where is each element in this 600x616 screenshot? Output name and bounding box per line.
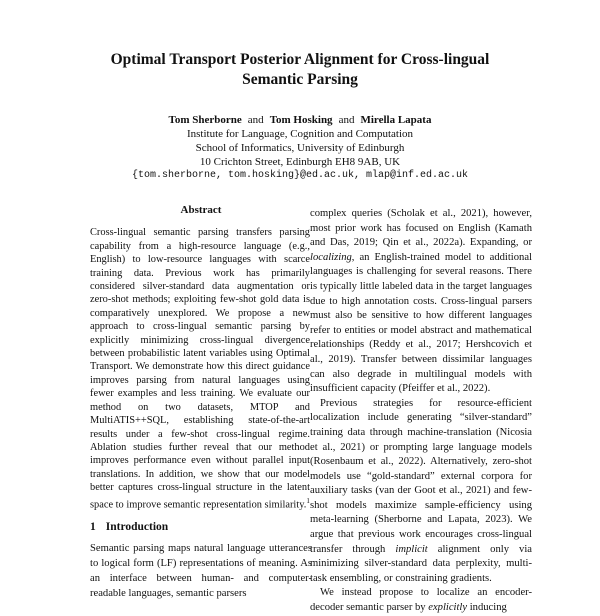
para2-text-a: Previous strategies for resource-efficient localization include generating “silver-standard” training data through machine-translation (Nicosia et al., 2021) or prompting large language models (Rosenbaum et al., 2022). Alternatively, zero-shot models use “gold-standard” external corpora for auxiliary tasks (van der Goot et al., 2021) and few-shot models maximize sample-efficiency using meta-learning (Sherborne and Lapata, 2023). We argue that previous work encourages cross-lingual transfer through [310,397,532,555]
para3-text-b: inducing [467,602,507,614]
author-sep-1: and [247,114,264,126]
author-sep-2: and [338,114,355,126]
author-3: Mirella Lapata [360,114,432,126]
section-number: 1 [90,521,96,534]
para2-emphasis: implicit [395,543,428,555]
author-names [0,113,600,127]
footnote-marker: 1 [306,496,310,505]
left-column [90,204,312,601]
para1-text-a: complex queries (Scholak et al., 2021), however, most prior work has focused on English (Kamath and Das, 2019; Qin et al., 2022a). Expanding, or [310,208,532,249]
para1-text-b: , an English-trained model to additional languages is challenging for several reasons. There is typically little labeled data in the target languages due to high annotation costs. Cross-lingual parsers must also be sensitive to how different languages refer to entities or model abstract and mathematical relationships (Reddy et al., 2017; Hershcovich et al., 2019). Transfer between dissimilar languages can also degrade in multilingual models with insufficient capacity (Pfeiffer et al., 2022). [310,251,532,395]
para1-emphasis: localizing [310,251,352,263]
para3-text-a: We instead propose to localize an encoder-decoder semantic parser by [310,587,532,614]
title-line-2: Semantic Parsing [242,71,358,88]
right-column [310,207,532,616]
affiliation-line-1: Institute for Language, Cognition and Computation [186,128,414,140]
author-1: Tom Sherborne [168,114,242,126]
right-paragraph-1 [310,207,532,397]
right-paragraph-2 [310,397,532,587]
author-block [0,113,600,183]
affiliation-line-3: 10 Crichton Street, Edinburgh EH8 9AB, UK [199,156,401,168]
abstract-heading: Abstract [180,204,222,216]
section-title: Introduction [105,521,169,534]
title-line-1: Optimal Transport Posterior Alignment for Cross-lingual [110,51,490,68]
intro-paragraph: Semantic parsing maps natural language utterances to logical form (LF) representations of meaning. As an interface between human- and computer-readable languages, semantic parsers [90,542,312,599]
section-heading-introduction [90,521,312,534]
paper-title [0,50,600,90]
para2-text-b: alignment only via minimizing silver-standard data perplexity, multi-task ensembling, or constraining gradients. [310,543,532,584]
author-2: Tom Hosking [269,114,333,126]
abstract-body [90,226,312,511]
right-paragraph-3 [310,586,532,615]
para3-emphasis: explicitly [428,602,468,614]
affiliation-line-2: School of Informatics, University of Edinburgh [195,142,405,154]
author-emails: {tom.sherborne, tom.hosking}@ed.ac.uk, mlap@inf.ed.ac.uk [131,170,469,181]
abstract-text: Cross-lingual semantic parsing transfers parsing capability from a high-resource language (e.g., English) to low-resource languages with scarce training data. Previous work has primarily considered silver-standard data augmentation or zero-shot methods; exploiting few-shot gold data is comparatively unexplored. We propose a new approach to cross-lingual semantic parsing by explicitly minimizing cross-lingual divergence between probabilistic latent variables using Optimal Transport. We demonstrate how this direct guidance improves parsing from natural languages using fewer examples and less training. We evaluate our method on two datasets, MTOP and MultiATIS++SQL, establishing state-of-the-art results under a few-shot cross-lingual regime. Ablation studies further reveal that our method improves performance even without parallel input translations. In addition, we show that our model better captures cross-lingual structure in the latent space to improve semantic representation similarity. [90,227,310,510]
